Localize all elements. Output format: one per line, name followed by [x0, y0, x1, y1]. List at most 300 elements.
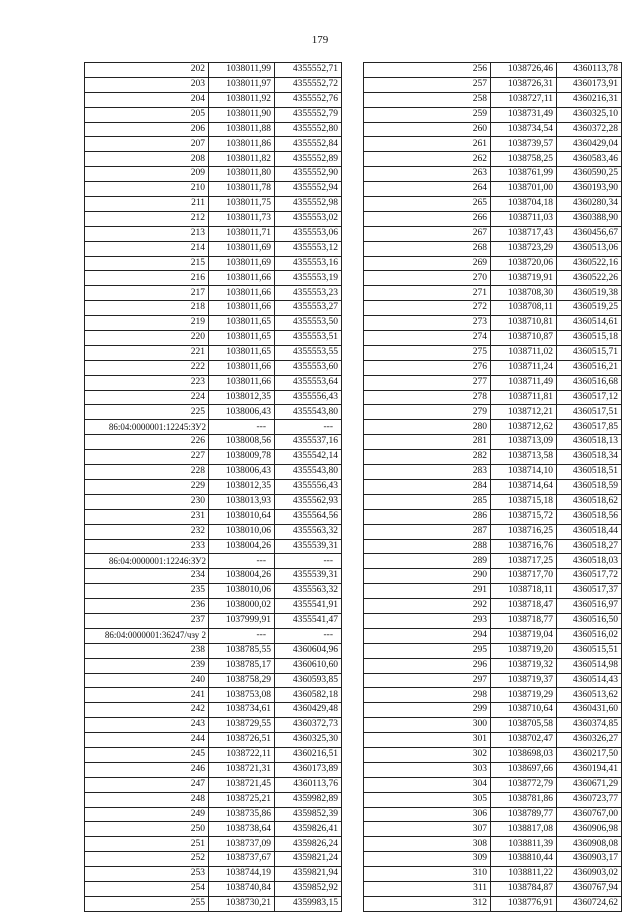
point-number-cell: 229 — [85, 479, 209, 494]
x-cell: 1038711,24 — [491, 360, 557, 375]
x-cell: 1038004,26 — [209, 539, 275, 554]
table-row — [85, 643, 342, 658]
point-number-cell: 284 — [364, 479, 491, 494]
point-number-cell: 283 — [364, 465, 491, 480]
table-row — [85, 822, 342, 837]
point-number-cell: 205 — [85, 107, 209, 122]
x-cell: 1038758,29 — [209, 673, 275, 688]
point-number-cell: 273 — [364, 316, 491, 331]
table-row — [364, 584, 622, 599]
y-cell: 4360194,41 — [557, 762, 622, 777]
y-cell: 4360513,06 — [557, 241, 622, 256]
table-row — [364, 271, 622, 286]
table-row — [364, 643, 622, 658]
table-row — [364, 658, 622, 673]
x-cell: 1038772,79 — [491, 777, 557, 792]
y-cell: 4360216,51 — [275, 747, 342, 762]
table-row — [364, 688, 622, 703]
page-number: 179 — [311, 34, 329, 46]
point-number-cell: 302 — [364, 747, 491, 762]
x-cell: 1038737,67 — [209, 852, 275, 867]
x-cell: 1038739,57 — [491, 137, 557, 152]
x-cell: 1038789,77 — [491, 807, 557, 822]
point-number-cell: 293 — [364, 613, 491, 628]
point-number-cell: 280 — [364, 420, 491, 435]
x-cell: 1038013,93 — [209, 494, 275, 509]
point-number-cell: 307 — [364, 822, 491, 837]
x-cell: 1038784,87 — [491, 881, 557, 896]
table-row — [85, 465, 342, 480]
table-row — [364, 524, 622, 539]
point-number-cell: 203 — [85, 77, 209, 92]
point-number-cell: 220 — [85, 331, 209, 346]
x-cell: 1038817,08 — [491, 822, 557, 837]
x-cell: 1038011,66 — [209, 360, 275, 375]
table-row — [364, 107, 622, 122]
y-cell: 4355543,80 — [275, 465, 342, 480]
y-cell: 4355537,16 — [275, 435, 342, 450]
y-cell: 4355553,27 — [275, 301, 342, 316]
x-cell: 1038006,43 — [209, 405, 275, 420]
x-cell: 1038726,51 — [209, 733, 275, 748]
section-row — [85, 554, 342, 569]
x-cell: 1038785,17 — [209, 658, 275, 673]
x-cell: 1038011,88 — [209, 122, 275, 137]
y-cell: 4355542,14 — [275, 450, 342, 465]
x-cell: 1037999,91 — [209, 613, 275, 628]
y-cell: 4360113,76 — [275, 777, 342, 792]
y-cell: 4355553,06 — [275, 226, 342, 241]
point-number-cell: 266 — [364, 211, 491, 226]
x-cell: 1038010,64 — [209, 509, 275, 524]
x-cell: 1038004,26 — [209, 569, 275, 584]
table-row — [364, 881, 622, 896]
y-cell: --- — [275, 628, 342, 643]
point-number-cell: 312 — [364, 896, 491, 911]
x-cell: 1038008,56 — [209, 435, 275, 450]
table-row — [364, 822, 622, 837]
x-cell: 1038719,20 — [491, 643, 557, 658]
point-number-cell: 303 — [364, 762, 491, 777]
table-row — [364, 405, 622, 420]
y-cell: 4360906,98 — [557, 822, 622, 837]
x-cell: 1038011,69 — [209, 241, 275, 256]
y-cell: 4360518,13 — [557, 435, 622, 450]
point-number-cell: 278 — [364, 390, 491, 405]
x-cell: 1038725,21 — [209, 792, 275, 807]
point-number-cell: 282 — [364, 450, 491, 465]
table-row — [364, 807, 622, 822]
table-row — [364, 152, 622, 167]
y-cell: 4355539,31 — [275, 539, 342, 554]
point-number-cell: 228 — [85, 465, 209, 480]
x-cell: 1038716,76 — [491, 539, 557, 554]
y-cell: 4355541,91 — [275, 599, 342, 614]
point-number-cell: 235 — [85, 584, 209, 599]
x-cell: 1038721,45 — [209, 777, 275, 792]
x-cell: 1038717,25 — [491, 554, 557, 569]
y-cell: 4360517,72 — [557, 569, 622, 584]
x-cell: 1038735,86 — [209, 807, 275, 822]
table-row — [85, 405, 342, 420]
x-cell: 1038011,71 — [209, 226, 275, 241]
x-cell: 1038702,47 — [491, 733, 557, 748]
y-cell: 4355553,64 — [275, 375, 342, 390]
y-cell: 4360671,29 — [557, 777, 622, 792]
y-cell: 4360604,96 — [275, 643, 342, 658]
point-number-cell: 298 — [364, 688, 491, 703]
x-cell: 1038734,54 — [491, 122, 557, 137]
table-row — [85, 569, 342, 584]
point-number-cell: 244 — [85, 733, 209, 748]
point-number-cell: 236 — [85, 599, 209, 614]
point-number-cell: 286 — [364, 509, 491, 524]
point-number-cell: 252 — [85, 852, 209, 867]
y-cell: 4360326,27 — [557, 733, 622, 748]
y-cell: 4360517,85 — [557, 420, 622, 435]
x-cell: 1038721,31 — [209, 762, 275, 777]
x-cell: 1038011,97 — [209, 77, 275, 92]
x-cell: 1038011,66 — [209, 271, 275, 286]
y-cell: 4360429,48 — [275, 703, 342, 718]
table-row — [364, 628, 622, 643]
y-cell: 4360590,25 — [557, 167, 622, 182]
table-row — [364, 137, 622, 152]
x-cell: 1038776,91 — [491, 896, 557, 911]
x-cell: 1038723,29 — [491, 241, 557, 256]
x-cell: 1038730,21 — [209, 896, 275, 911]
table-row — [364, 896, 622, 911]
point-number-cell: 237 — [85, 613, 209, 628]
point-number-cell: 272 — [364, 301, 491, 316]
point-number-cell: 289 — [364, 554, 491, 569]
table-row — [85, 197, 342, 212]
table-row — [85, 211, 342, 226]
point-number-cell: 221 — [85, 345, 209, 360]
y-cell: 4360515,71 — [557, 345, 622, 360]
y-cell: 4360325,30 — [275, 733, 342, 748]
table-row — [364, 509, 622, 524]
table-row — [364, 673, 622, 688]
table-row — [85, 345, 342, 360]
y-cell: 4360582,18 — [275, 688, 342, 703]
x-cell: 1038710,64 — [491, 703, 557, 718]
table-row — [85, 63, 342, 78]
x-cell: 1038011,65 — [209, 331, 275, 346]
point-number-cell: 304 — [364, 777, 491, 792]
point-number-cell: 301 — [364, 733, 491, 748]
y-cell: 4360518,03 — [557, 554, 622, 569]
y-cell: 4360522,16 — [557, 256, 622, 271]
table-row — [85, 137, 342, 152]
y-cell: 4360516,97 — [557, 599, 622, 614]
point-number-cell: 256 — [364, 63, 491, 78]
x-cell: 1038717,70 — [491, 569, 557, 584]
table-row — [85, 747, 342, 762]
x-cell: 1038715,18 — [491, 494, 557, 509]
y-cell: 4355553,55 — [275, 345, 342, 360]
point-number-cell: 296 — [364, 658, 491, 673]
table-row — [85, 613, 342, 628]
point-number-cell: 241 — [85, 688, 209, 703]
table-row — [85, 733, 342, 748]
point-number-cell: 311 — [364, 881, 491, 896]
y-cell: 4355552,79 — [275, 107, 342, 122]
y-cell: 4360519,38 — [557, 286, 622, 301]
y-cell: 4360518,56 — [557, 509, 622, 524]
y-cell: 4360516,02 — [557, 628, 622, 643]
table-row — [85, 92, 342, 107]
y-cell: 4360908,08 — [557, 837, 622, 852]
x-cell: 1038729,55 — [209, 718, 275, 733]
table-row — [364, 167, 622, 182]
y-cell: 4359852,92 — [275, 881, 342, 896]
table-row — [85, 375, 342, 390]
x-cell: 1038011,80 — [209, 167, 275, 182]
y-cell: 4360325,10 — [557, 107, 622, 122]
point-number-cell: 276 — [364, 360, 491, 375]
y-cell: 4360113,78 — [557, 63, 622, 78]
table-row — [364, 360, 622, 375]
point-number-cell: 288 — [364, 539, 491, 554]
point-number-cell: 230 — [85, 494, 209, 509]
table-row — [85, 792, 342, 807]
y-cell: 4360767,00 — [557, 807, 622, 822]
table-row — [364, 256, 622, 271]
x-cell: 1038011,66 — [209, 375, 275, 390]
point-number-cell: 226 — [85, 435, 209, 450]
x-cell: 1038711,02 — [491, 345, 557, 360]
point-number-cell: 285 — [364, 494, 491, 509]
y-cell: 4355552,76 — [275, 92, 342, 107]
x-cell: 1038710,87 — [491, 331, 557, 346]
x-cell: 1038698,03 — [491, 747, 557, 762]
x-cell: 1038719,91 — [491, 271, 557, 286]
point-number-cell: 268 — [364, 241, 491, 256]
y-cell: 4360514,43 — [557, 673, 622, 688]
y-cell: 4355552,71 — [275, 63, 342, 78]
table-row — [364, 479, 622, 494]
point-number-cell: 218 — [85, 301, 209, 316]
x-cell: 1038718,77 — [491, 613, 557, 628]
y-cell: 4359982,89 — [275, 792, 342, 807]
y-cell: --- — [275, 420, 342, 435]
x-cell: 1038011,90 — [209, 107, 275, 122]
y-cell: 4355563,32 — [275, 524, 342, 539]
table-row — [364, 286, 622, 301]
table-row — [364, 63, 622, 78]
y-cell: 4360217,50 — [557, 747, 622, 762]
table-row — [364, 197, 622, 212]
table-row — [364, 852, 622, 867]
x-cell: 1038761,99 — [491, 167, 557, 182]
point-number-cell: 222 — [85, 360, 209, 375]
x-cell: 1038011,92 — [209, 92, 275, 107]
table-row — [85, 226, 342, 241]
x-cell: 1038705,58 — [491, 718, 557, 733]
table-row — [85, 450, 342, 465]
x-cell: 1038734,61 — [209, 703, 275, 718]
table-row — [85, 584, 342, 599]
table-row — [364, 420, 622, 435]
table-row — [85, 896, 342, 911]
table-row — [85, 524, 342, 539]
point-number-cell: 240 — [85, 673, 209, 688]
point-number-cell: 231 — [85, 509, 209, 524]
point-number-cell: 250 — [85, 822, 209, 837]
table-row — [85, 494, 342, 509]
table-row — [85, 777, 342, 792]
y-cell: 4355552,80 — [275, 122, 342, 137]
x-cell: 1038719,37 — [491, 673, 557, 688]
table-row — [85, 152, 342, 167]
point-number-cell: 300 — [364, 718, 491, 733]
y-cell: 4360518,59 — [557, 479, 622, 494]
point-number-cell: 275 — [364, 345, 491, 360]
point-number-cell: 254 — [85, 881, 209, 896]
coordinates-table-right — [363, 62, 622, 912]
parcel-id-cell: 86:04:0000001:36247/чзу 2 — [85, 628, 209, 643]
point-number-cell: 215 — [85, 256, 209, 271]
x-cell: 1038810,44 — [491, 852, 557, 867]
parcel-id-cell: 86:04:0000001:12245:ЗУ2 — [85, 420, 209, 435]
y-cell: 4359821,94 — [275, 867, 342, 882]
point-number-cell: 306 — [364, 807, 491, 822]
y-cell: 4360516,21 — [557, 360, 622, 375]
x-cell: 1038011,78 — [209, 182, 275, 197]
y-cell: 4355552,90 — [275, 167, 342, 182]
x-cell: 1038704,18 — [491, 197, 557, 212]
y-cell: 4355541,47 — [275, 613, 342, 628]
x-cell: 1038719,32 — [491, 658, 557, 673]
table-row — [364, 301, 622, 316]
x-cell: 1038009,78 — [209, 450, 275, 465]
point-number-cell: 295 — [364, 643, 491, 658]
x-cell: 1038710,81 — [491, 316, 557, 331]
table-row — [85, 316, 342, 331]
y-cell: 4360173,91 — [557, 77, 622, 92]
table-row — [364, 733, 622, 748]
y-cell: 4360518,62 — [557, 494, 622, 509]
table-row — [85, 331, 342, 346]
point-number-cell: 211 — [85, 197, 209, 212]
table-row — [85, 852, 342, 867]
x-cell: --- — [209, 420, 275, 435]
y-cell: 4355553,50 — [275, 316, 342, 331]
point-number-cell: 261 — [364, 137, 491, 152]
point-number-cell: 267 — [364, 226, 491, 241]
table-row — [364, 375, 622, 390]
table-row — [85, 658, 342, 673]
point-number-cell: 209 — [85, 167, 209, 182]
x-cell: 1038011,75 — [209, 197, 275, 212]
y-cell: 4360517,37 — [557, 584, 622, 599]
y-cell: 4355553,23 — [275, 286, 342, 301]
table-row — [85, 286, 342, 301]
x-cell: 1038718,47 — [491, 599, 557, 614]
y-cell: 4355553,16 — [275, 256, 342, 271]
point-number-cell: 246 — [85, 762, 209, 777]
point-number-cell: 308 — [364, 837, 491, 852]
x-cell: 1038011,69 — [209, 256, 275, 271]
y-cell: 4360193,90 — [557, 182, 622, 197]
table-row — [85, 673, 342, 688]
y-cell: 4360431,60 — [557, 703, 622, 718]
table-row — [364, 331, 622, 346]
x-cell: 1038758,25 — [491, 152, 557, 167]
x-cell: 1038717,43 — [491, 226, 557, 241]
y-cell: 4360518,27 — [557, 539, 622, 554]
table-row — [364, 241, 622, 256]
table-row — [364, 92, 622, 107]
point-number-cell: 264 — [364, 182, 491, 197]
y-cell: 4360280,34 — [557, 197, 622, 212]
table-row — [85, 539, 342, 554]
y-cell: 4360372,28 — [557, 122, 622, 137]
y-cell: 4359852,39 — [275, 807, 342, 822]
y-cell: 4360767,94 — [557, 881, 622, 896]
y-cell: 4355543,80 — [275, 405, 342, 420]
y-cell: 4360516,68 — [557, 375, 622, 390]
x-cell: 1038713,09 — [491, 435, 557, 450]
point-number-cell: 249 — [85, 807, 209, 822]
x-cell: 1038712,21 — [491, 405, 557, 420]
table-row — [85, 807, 342, 822]
x-cell: 1038719,04 — [491, 628, 557, 643]
x-cell: 1038712,62 — [491, 420, 557, 435]
table-row — [85, 718, 342, 733]
x-cell: 1038713,58 — [491, 450, 557, 465]
table-row — [364, 599, 622, 614]
y-cell: 4360173,89 — [275, 762, 342, 777]
x-cell: 1038781,86 — [491, 792, 557, 807]
x-cell: 1038738,64 — [209, 822, 275, 837]
x-cell: 1038740,84 — [209, 881, 275, 896]
point-number-cell: 263 — [364, 167, 491, 182]
x-cell: 1038012,35 — [209, 390, 275, 405]
point-number-cell: 207 — [85, 137, 209, 152]
point-number-cell: 213 — [85, 226, 209, 241]
point-number-cell: 291 — [364, 584, 491, 599]
point-number-cell: 234 — [85, 569, 209, 584]
table-row — [85, 122, 342, 137]
y-cell: 4360593,85 — [275, 673, 342, 688]
point-number-cell: 233 — [85, 539, 209, 554]
table-row — [85, 867, 342, 882]
x-cell: 1038726,46 — [491, 63, 557, 78]
x-cell: 1038701,00 — [491, 182, 557, 197]
table-row — [364, 122, 622, 137]
table-row — [85, 703, 342, 718]
point-number-cell: 225 — [85, 405, 209, 420]
table-row — [364, 226, 622, 241]
y-cell: 4355562,93 — [275, 494, 342, 509]
x-cell: 1038711,03 — [491, 211, 557, 226]
x-cell: 1038012,35 — [209, 479, 275, 494]
table-row — [364, 777, 622, 792]
point-number-cell: 210 — [85, 182, 209, 197]
y-cell: 4360514,98 — [557, 658, 622, 673]
y-cell: 4360583,46 — [557, 152, 622, 167]
table-row — [85, 241, 342, 256]
x-cell: 1038811,39 — [491, 837, 557, 852]
y-cell: 4360519,25 — [557, 301, 622, 316]
y-cell: 4360723,77 — [557, 792, 622, 807]
y-cell: 4360514,61 — [557, 316, 622, 331]
point-number-cell: 259 — [364, 107, 491, 122]
y-cell: 4360429,04 — [557, 137, 622, 152]
x-cell: 1038718,11 — [491, 584, 557, 599]
